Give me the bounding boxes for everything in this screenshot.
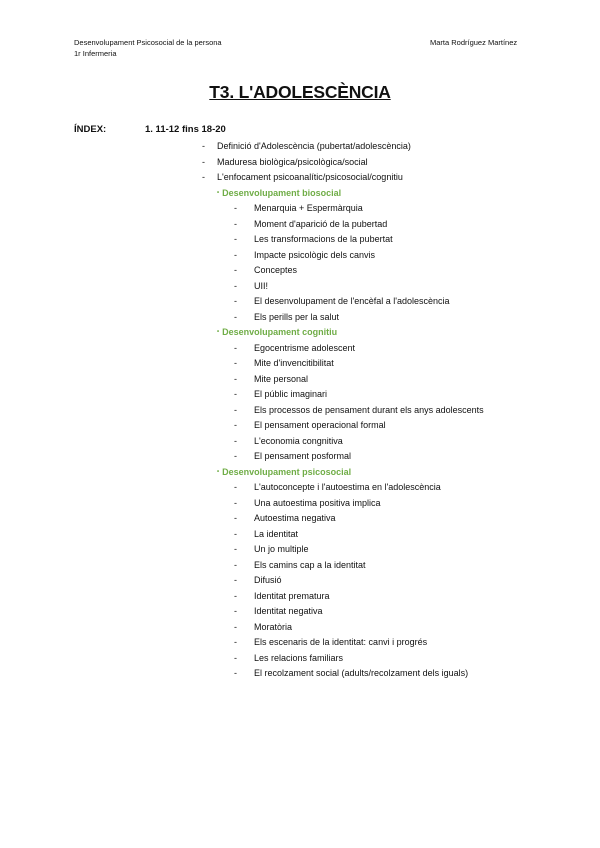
list-item-text: Autoestima negativa: [254, 513, 336, 523]
list-item-text: Definició d'Adolescència (pubertat/adolescència): [217, 141, 411, 151]
list-item-text: Els escenaris de la identitat: canvi i progrés: [254, 637, 428, 647]
list-item-text: Difusió: [254, 575, 282, 585]
list-item-text: Les transformacions de la pubertat: [254, 234, 393, 244]
dash-bullet: -: [234, 280, 237, 291]
dash-bullet: -: [234, 389, 237, 399]
dash-bullet: -: [202, 172, 205, 182]
dash-bullet: -: [234, 234, 237, 244]
list-item-text: Els camins cap a la identitat: [254, 559, 366, 570]
list-item-text: L'economia congnitiva: [254, 435, 343, 446]
list-item-text: L'enfocament psicoanalític/psicosocial/cognitiu: [217, 172, 403, 182]
dash-bullet: -: [234, 652, 237, 663]
list-item-text: Conceptes: [254, 265, 298, 275]
dash-bullet: -: [234, 420, 237, 430]
dash-bullet: -: [234, 559, 237, 570]
bullet-icon: •: [217, 329, 220, 335]
list-item-text: El desenvolupament de l'encèfal a l'adolescència: [254, 296, 450, 306]
dash-bullet: -: [234, 373, 237, 384]
section-title: Desenvolupament biosocial: [222, 187, 342, 198]
bullet-icon: •: [217, 468, 220, 475]
list-item-text: Un jo multiple: [254, 544, 309, 554]
author-name: Marta Rodríguez Martínez: [430, 38, 518, 47]
list-item-text: El pensament operacional formal: [254, 420, 386, 430]
section-title: Desenvolupament psicosocial: [222, 466, 352, 477]
dash-bullet: -: [234, 311, 237, 322]
dash-bullet: -: [234, 575, 237, 585]
dash-bullet: -: [234, 358, 237, 368]
page-title: T3. L'ADOLESCÈNCIA: [209, 82, 391, 102]
list-item-text: Moment d'aparició de la pubertad: [254, 218, 388, 229]
list-item-text: El recolzament social (adults/recolzament dels iguals): [254, 668, 469, 678]
dash-bullet: -: [202, 156, 205, 167]
list-item-text: El públic imaginari: [254, 389, 328, 399]
list-item-text: Una autoestima positiva implica: [254, 497, 381, 508]
list-item-text: UII!: [254, 280, 269, 291]
dash-bullet: -: [234, 544, 237, 554]
section-title: Desenvolupament cognitiu: [222, 327, 338, 337]
dash-bullet: -: [234, 342, 237, 353]
dash-bullet: -: [234, 218, 237, 229]
dash-bullet: -: [234, 203, 237, 213]
index-range: 1. 11-12 fins 18-20: [145, 124, 226, 135]
dash-bullet: -: [202, 141, 205, 151]
dash-bullet: -: [234, 590, 237, 601]
dash-bullet: -: [234, 451, 237, 461]
list-item-text: Identitat negativa: [254, 606, 323, 616]
bullet-icon: •: [217, 189, 220, 196]
dash-bullet: -: [234, 249, 237, 260]
header-left: [74, 37, 222, 59]
section-heading: [217, 326, 337, 338]
list-item-text: La identitat: [254, 528, 299, 539]
section-heading: [217, 466, 351, 478]
dash-bullet: -: [234, 621, 237, 632]
dash-bullet: -: [234, 435, 237, 446]
section-heading: [217, 187, 341, 199]
list-item-text: Moratòria: [254, 621, 293, 632]
list-item-text: L'autoconcepte i l'autoestima en l'adolescència: [254, 482, 441, 492]
dash-bullet: -: [234, 513, 237, 523]
dash-bullet: -: [234, 606, 237, 616]
list-item-text: Els processos de pensament durant els anys adolescents: [254, 404, 484, 415]
list-item-text: Els perills per la salut: [254, 311, 340, 322]
dash-bullet: -: [234, 296, 237, 306]
dash-bullet: -: [234, 528, 237, 539]
list-item-text: Les relacions familiars: [254, 652, 344, 663]
dash-bullet: -: [234, 497, 237, 508]
dash-bullet: -: [234, 482, 237, 492]
class-name: 1r Infermeria: [74, 49, 117, 58]
list-item-text: Egocentrisme adolescent: [254, 342, 356, 353]
list-item-text: Maduresa biològica/psicològica/social: [217, 156, 368, 167]
list-item-text: Impacte psicològic dels canvis: [254, 249, 376, 260]
course-name: Desenvolupament Psicosocial de la persona: [74, 38, 222, 47]
dash-bullet: -: [234, 265, 237, 275]
dash-bullet: -: [234, 404, 237, 415]
dash-bullet: -: [234, 668, 237, 678]
list-item-text: Identitat prematura: [254, 590, 330, 601]
list-item-text: Menarquia + Espermàrquia: [254, 203, 363, 213]
dash-bullet: -: [234, 637, 237, 647]
list-item-text: Mite d'invencitibilitat: [254, 358, 334, 368]
list-item-text: El pensament posformal: [254, 451, 352, 461]
list-item-text: Mite personal: [254, 373, 309, 384]
index-label: ÍNDEX:: [74, 124, 107, 135]
